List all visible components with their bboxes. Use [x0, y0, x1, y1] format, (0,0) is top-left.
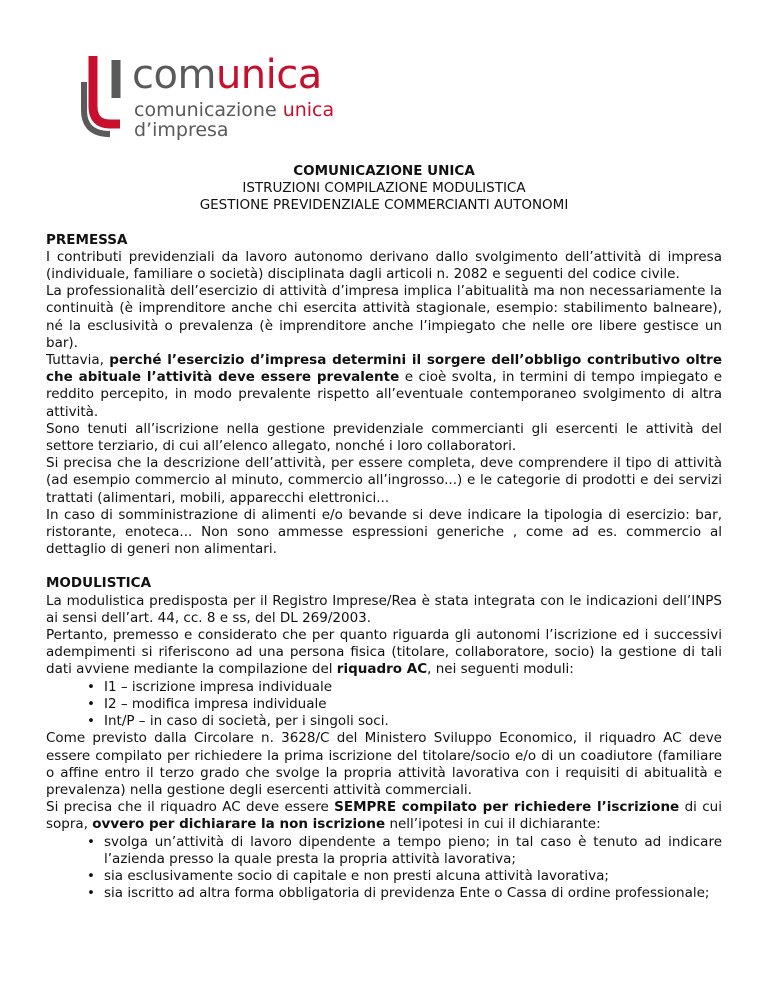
- list-item: • Int/P – in caso di società, per i singoli soci.: [104, 713, 722, 730]
- document-title: COMUNICAZIONE UNICA: [293, 163, 475, 179]
- logo-wordmark: comunica: [132, 52, 322, 98]
- paragraph: Sono tenuti all’iscrizione nella gestione previdenziale commercianti gli esercenti le attività del settore terziario, di cui all’elenco allegato, nonché i loro collaboratori.: [46, 420, 722, 455]
- comunica-logo-mark-icon: [76, 52, 128, 138]
- paragraph: Tuttavia, perché l’esercizio d’impresa determini il sorgere dell’obbligo contributivo oltre che abituale l’attività deve essere prevalente e cioè svolta, in termini di tempo impiegato e reddito percepito, in modo prevalente rispetto all’eventuale contemporaneo svolgimento di altra attività.: [46, 352, 722, 420]
- list-item: • I1 – iscrizione impresa individuale: [104, 679, 722, 696]
- paragraph: Si precisa che la descrizione dell’attività, per essere completa, deve comprendere il tipo di attività (ad esempio commercio al minuto, commercio all’ingrosso...) e le categorie di prodotti e dei servizi trattati (alimentari, mobili, apparecchi elettronici...: [46, 455, 722, 506]
- paragraph: Si precisa che il riquadro AC deve essere SEMPRE compilato per richiedere l’iscrizione di cui sopra, ovvero per dichiarare la non iscrizione nell’ipotesi in cui il dichiarante:: [46, 799, 722, 833]
- list-item: • svolga un’attività di lavoro dipendente a tempo pieno; in tal caso è tenuto ad indicare l’azienda presso la quale presta la propria attività lavorativa;: [104, 834, 722, 868]
- list-item: • sia iscritto ad altra forma obbligatoria di previdenza Ente o Cassa di ordine professionale;: [104, 885, 722, 902]
- comunica-logo: [76, 52, 376, 141]
- document-subtitle-1: ISTRUZIONI COMPILAZIONE MODULISTICA: [242, 180, 526, 197]
- paragraph: In caso di somministrazione di alimenti e/o bevande si deve indicare la tipologia di esercizio: bar, ristorante, enoteca... Non sono ammesse espressioni generiche , come ad es. commercio al dettaglio di generi non alimentari.: [46, 506, 722, 558]
- document-subtitle-2: GESTIONE PREVIDENZIALE COMMERCIANTI AUTONOMI: [199, 197, 569, 214]
- document-header: [46, 163, 722, 215]
- document-body: [46, 163, 722, 902]
- paragraph: La modulistica predisposta per il Registro Imprese/Rea è stata integrata con le indicazioni dell’INPS ai sensi dell’art. 44, cc. 8 e ss, del DL 269/2003.: [46, 592, 722, 626]
- paragraph: I contributi previdenziali da lavoro autonomo derivano dallo svolgimento dell’attività di impresa (individuale, familiare o società) disciplinata dagli articoli n. 2082 e seguenti del codice civile.: [46, 248, 722, 283]
- logo-tagline-line2: d’impresa: [134, 119, 229, 141]
- paragraph: Come previsto dalla Circolare n. 3628/C del Ministero Sviluppo Economico, il riquadro AC deve essere compilato per richiedere la prima iscrizione del titolare/socio e/o di un coadiutore (familiare o affine entro il terzo grado che svolge la propria attività lavorativa con i requisiti di abitualità e prevalenza) nella gestione degli esercenti attività commerciali.: [46, 730, 722, 798]
- section-heading-premessa: PREMESSA: [46, 231, 128, 248]
- paragraph: Pertanto, premesso e considerato che per quanto riguarda gli autonomi l’iscrizione ed i successivi adempimenti si riferiscono ad una persona fisica (titolare, collaboratore, socio) la gestione di tali dati avviene mediante la compilazione del riquadro AC, nei seguenti moduli:: [46, 627, 722, 678]
- paragraph: La professionalità dell’esercizio di attività d’impresa implica l’abitualità ma non necessariamente la continuità (è imprenditore anche chi esercita attività stagionale, esempio: stabilimento balneare), né la esclusività o prevalenza (è imprenditore anche l’impiegato che nelle ore libere gestisce un bar).: [46, 283, 722, 351]
- module-list: [46, 679, 722, 731]
- conditions-list: [46, 834, 722, 903]
- list-item: • I2 – modifica impresa individuale: [104, 696, 722, 713]
- section-heading-modulistica: MODULISTICA: [46, 575, 152, 592]
- list-item: • sia esclusivamente socio di capitale e non presti alcuna attività lavorativa;: [104, 868, 722, 885]
- logo-tagline-line1: comunicazione unica: [134, 99, 335, 121]
